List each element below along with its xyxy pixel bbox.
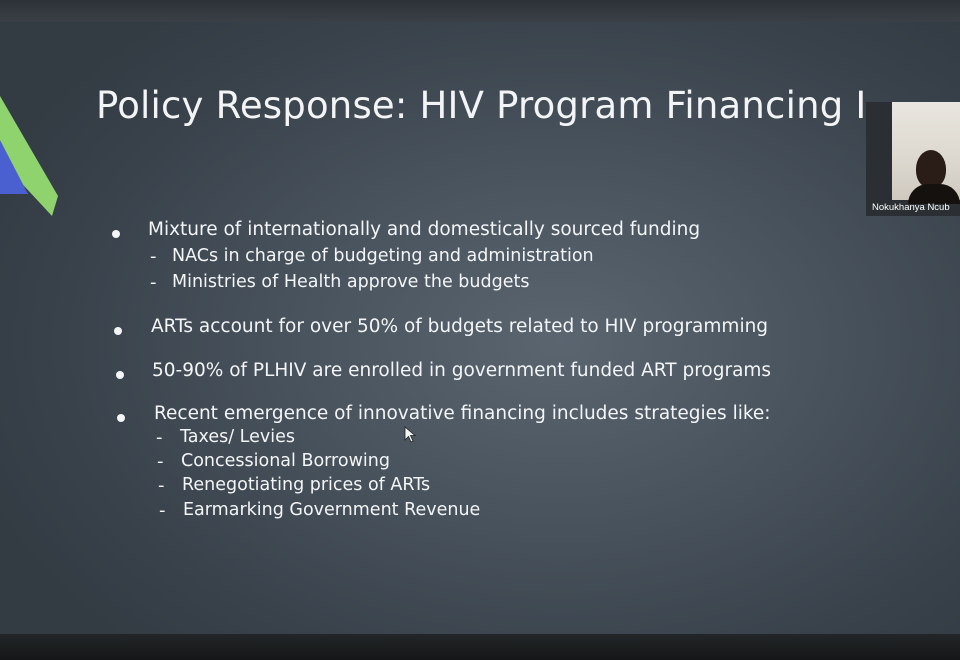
sub-bullet-text: Ministries of Health approve the budgets [172, 272, 530, 292]
sub-bullet-text: Concessional Borrowing [181, 451, 390, 471]
sub-bullet-dash: - [157, 451, 164, 472]
sub-bullet-dash: - [159, 500, 166, 521]
participant-name-label: Nokukhanya Ncub [872, 202, 950, 213]
sub-bullet-text: Taxes/ Levies [180, 427, 295, 447]
bullet-dot [114, 327, 122, 335]
sub-bullet-text: NACs in charge of budgeting and administration [172, 246, 594, 266]
sub-bullet-dash: - [158, 475, 165, 496]
bullet-text: Recent emergence of innovative financing includes strategies like: [154, 403, 771, 424]
sub-bullet-dash: - [150, 272, 157, 293]
participant-avatar [916, 150, 946, 188]
sub-bullet-text: Renegotiating prices of ARTs [182, 475, 431, 495]
presentation-screen [0, 22, 960, 634]
bullet-dot [112, 230, 120, 238]
slide-content [0, 22, 960, 634]
monitor-bottom-bezel [0, 634, 960, 660]
sub-bullet-dash: - [150, 246, 157, 267]
sub-bullet-text: Earmarking Government Revenue [183, 500, 481, 520]
mouse-pointer-icon [404, 426, 418, 444]
sub-bullet-dash: - [156, 427, 163, 448]
bullet-text: Mixture of internationally and domestically sourced funding [148, 219, 701, 240]
monitor-top-bezel [0, 0, 960, 22]
bullet-dot [116, 371, 124, 379]
bullet-dot [117, 414, 125, 422]
participant-video-tile[interactable] [866, 102, 960, 216]
bullet-text: 50-90% of PLHIV are enrolled in government funded ART programs [152, 360, 772, 381]
slide-title: Policy Response: HIV Program Financing I [96, 84, 867, 127]
bullet-text: ARTs account for over 50% of budgets related to HIV programming [151, 316, 769, 337]
